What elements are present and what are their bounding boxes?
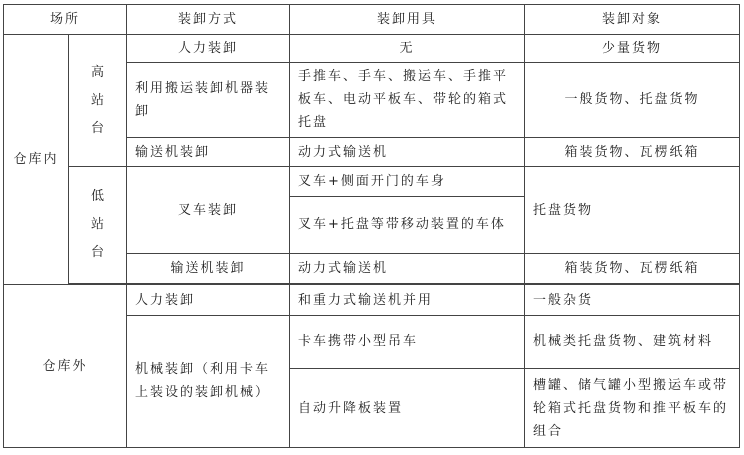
method-cell: 利用搬运装卸机器装卸 <box>127 62 290 138</box>
tools-cell: 和重力式输送机并用 <box>290 285 525 315</box>
place-low-platform-label: 低站台 <box>91 189 105 261</box>
place-low-platform <box>69 167 127 284</box>
loading-methods-table <box>3 4 740 448</box>
tools-cell: 动力式输送机 <box>290 138 525 167</box>
tools-cell: 手推车、手车、搬运车、手推平板车、电动平板车、带轮的箱式托盘 <box>290 62 525 138</box>
place-warehouse-outside: 仓库外 <box>4 285 127 448</box>
tools-cell: 动力式输送机 <box>290 254 525 284</box>
objects-cell: 箱装货物、瓦楞纸箱 <box>525 254 740 284</box>
tools-cell: 无 <box>290 35 525 62</box>
method-cell: 人力装卸 <box>127 35 290 62</box>
objects-cell: 一般货物、托盘货物 <box>525 62 740 138</box>
table-row <box>4 167 740 196</box>
tools-cell: 卡车携带小型吊车 <box>290 315 525 368</box>
objects-cell: 箱装货物、瓦楞纸箱 <box>525 138 740 167</box>
header-tools: 装卸用具 <box>290 5 525 35</box>
tools-cell: 叉车+托盘等带移动装置的车体 <box>290 196 525 254</box>
method-cell: 输送机装卸 <box>127 138 290 167</box>
header-method: 装卸方式 <box>127 5 290 35</box>
objects-cell: 少量货物 <box>525 35 740 62</box>
method-cell: 输送机装卸 <box>127 254 290 284</box>
place-high-platform <box>69 35 127 167</box>
table-row <box>4 285 740 315</box>
objects-cell: 托盘货物 <box>525 167 740 254</box>
tools-cell: 自动升降板装置 <box>290 369 525 448</box>
method-cell: 人力装卸 <box>127 285 290 315</box>
header-place: 场所 <box>4 5 127 35</box>
method-cell: 叉车装卸 <box>127 167 290 254</box>
objects-cell: 一般杂货 <box>525 285 740 315</box>
objects-cell: 机械类托盘货物、建筑材料 <box>525 315 740 368</box>
method-cell: 机械装卸（利用卡车上装设的装卸机械） <box>127 315 290 447</box>
tools-cell: 叉车+侧面开门的车身 <box>290 167 525 196</box>
header-row <box>4 5 740 35</box>
objects-cell: 槽罐、储气罐小型搬运车或带轮箱式托盘货物和推平板车的组合 <box>525 369 740 448</box>
place-warehouse-inside: 仓库内 <box>4 35 69 285</box>
header-objects: 装卸对象 <box>525 5 740 35</box>
table-row <box>4 35 740 62</box>
place-high-platform-label: 高站台 <box>91 64 105 136</box>
